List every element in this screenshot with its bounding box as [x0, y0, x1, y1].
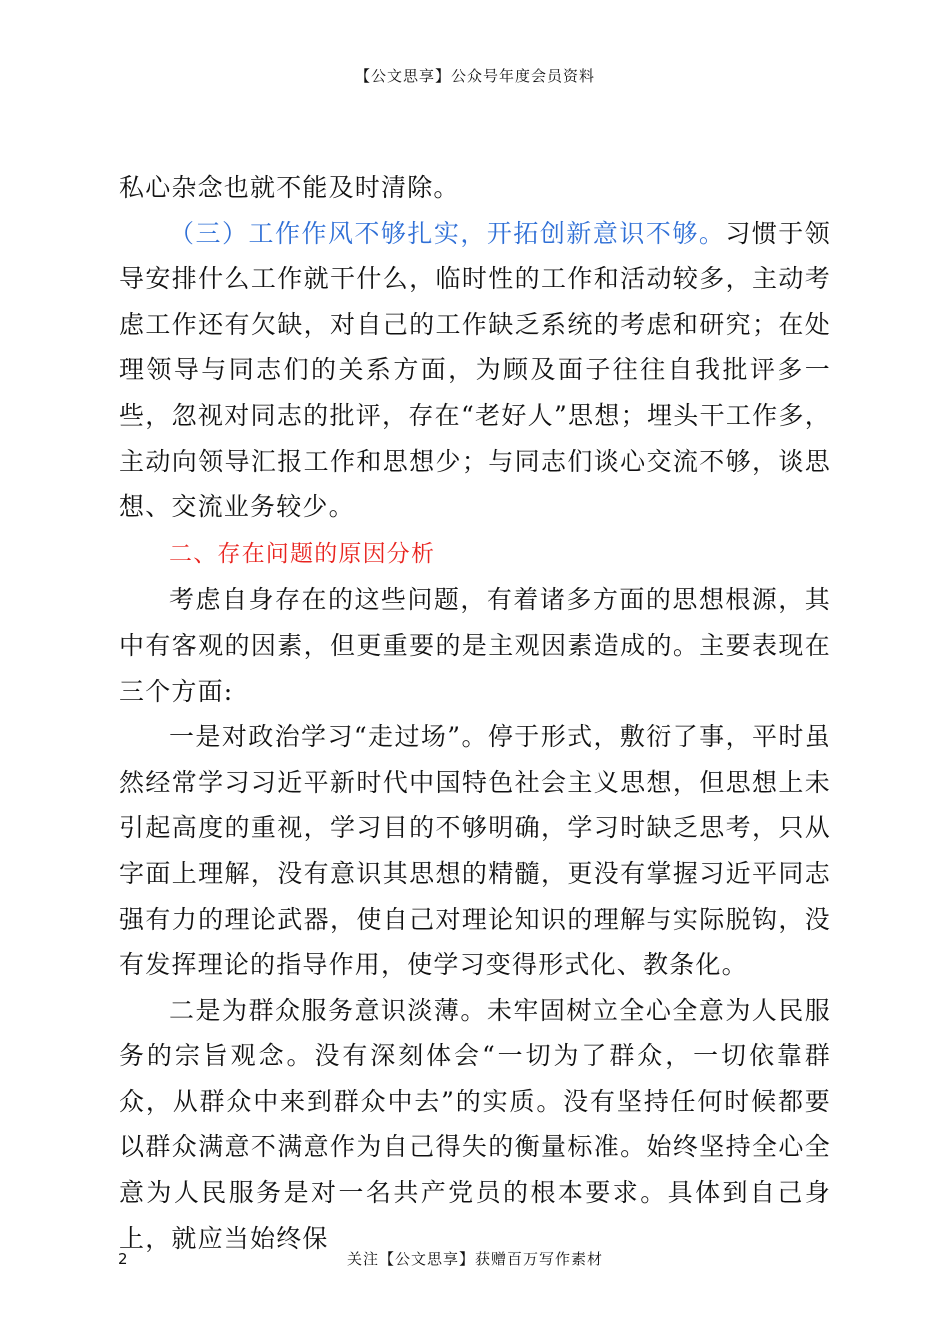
document-body — [119, 165, 831, 1261]
section-heading-text: 二、存在问题的原因分析 — [169, 540, 436, 567]
paragraph-5: 二是为群众服务意识淡薄。未牢固树立全心全意为人民服务的宗旨观念。没有深刻体会“一切为了群众，一切依靠群众，从群众中来到群众中去”的实质。没有坚持任何时候都要以群众满意不满意作为自己得失的衡量标准。始终坚持全心全意为人民服务是对一名共产党员的根本要求。具体到自己身上，就应当始终保 — [119, 995, 831, 1253]
paragraph-2 — [119, 211, 831, 530]
paragraph-2-text: 习惯于领导安排什么工作就干什么，临时性的工作和活动较多，主动考虑工作还有欠缺，对自己的工作缺乏系统的考虑和研究；在处理领导与同志们的关系方面，为顾及面子往往自我批评多一些，忽视对同志的批评，存在“老好人”思想；埋头干工作多，主动向领导汇报工作和思想少；与同志们谈心交流不够，谈思想、交流业务较少。 — [119, 218, 832, 522]
paragraph-1: 私心杂念也就不能及时清除。 — [119, 173, 460, 202]
page-number: 2 — [118, 1250, 128, 1268]
page-header: 【公文思享】公众号年度会员资料 — [354, 67, 595, 85]
paragraph-4: 一是对政治学习“走过场”。停于形式，敷衍了事，平时虽然经常学习习近平新时代中国特色社会主义思想，但思想上未引起高度的重视，学习目的不够明确，学习时缺乏思考，只从字面上理解，没有意识其思想的精髓，更没有掌握习近平同志强有力的理论武器，使自己对理论知识的理解与实际脱钩，没有发挥理论的指导作用，使学习变得形式化、教条化。 — [119, 722, 831, 980]
paragraph-3: 考虑自身存在的这些问题，有着诸多方面的思想根源，其中有客观的因素，但更重要的是主观因素造成的。主要表现在三个方面: — [119, 585, 831, 706]
subheading-work-style: （三）工作作风不够扎实，开拓创新意识不够。 — [169, 218, 726, 248]
section-heading — [119, 530, 831, 578]
page-footer: 关注【公文思享】获赠百万写作素材 — [346, 1250, 603, 1268]
